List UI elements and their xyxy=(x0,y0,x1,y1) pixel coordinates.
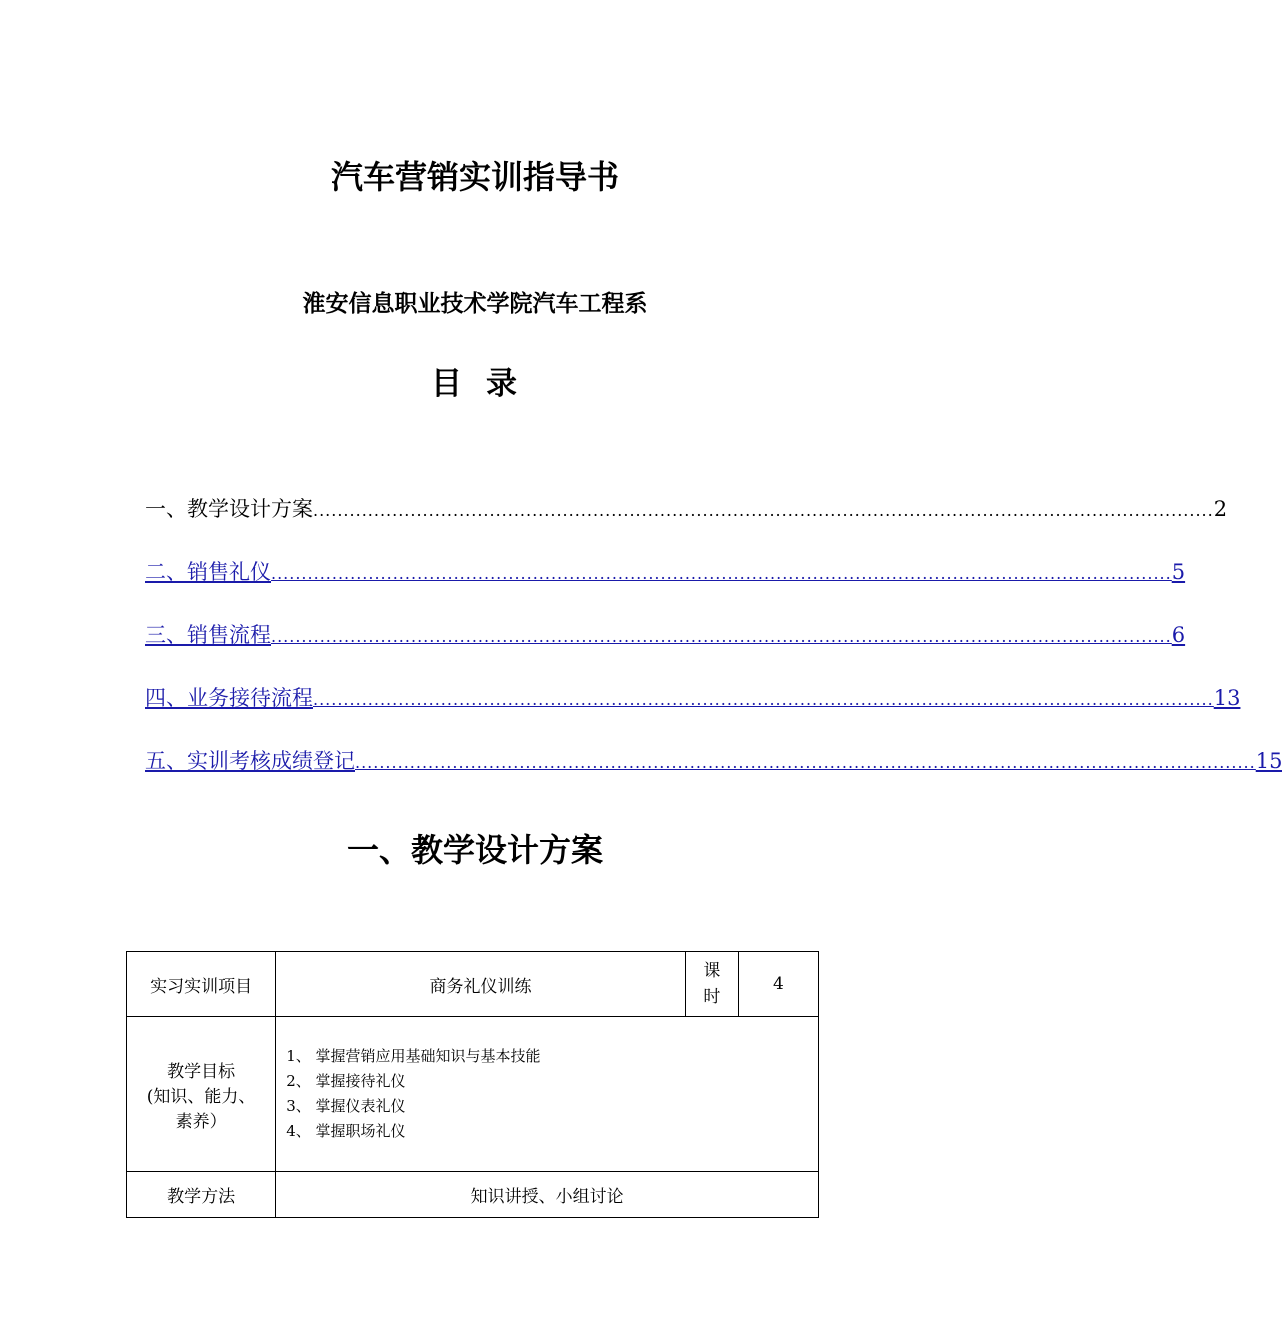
toc-leader-dots: .................................................................................................................................................... xyxy=(313,690,1214,709)
toc-heading xyxy=(0,358,950,403)
toc-leader-dots: .................................................................................................................................................... xyxy=(313,501,1214,520)
toc-heading-left: 目 xyxy=(431,366,464,402)
hours-value-cell: 4 xyxy=(738,952,818,1017)
toc-entry-4[interactable] xyxy=(145,682,1241,745)
toc-entry-page: 13 xyxy=(1213,686,1241,710)
table-row xyxy=(127,1017,819,1172)
toc-entry-3[interactable] xyxy=(145,619,1186,682)
toc-entry-page: 5 xyxy=(1171,560,1186,584)
department-subtitle: 淮安信息职业技术学院汽车工程系 xyxy=(302,291,648,317)
goal-label-line: 素养） xyxy=(175,1111,227,1132)
toc-entry-label: 一、教学设计方案 xyxy=(145,497,313,521)
section-heading: 一、教学设计方案 xyxy=(346,831,603,869)
goal-label-line: (知识、能力、 xyxy=(146,1086,256,1107)
toc-leader-dots: .................................................................................................................................................... xyxy=(271,564,1172,583)
teaching-design-table xyxy=(126,951,819,1218)
goal-label-cell xyxy=(127,1017,276,1172)
toc-entry-label: 四、业务接待流程 xyxy=(145,686,313,710)
goal-item: 1、 掌握营销应用基础知识与基本技能 xyxy=(286,1047,541,1065)
project-value-cell: 商务礼仪训练 xyxy=(276,952,686,1017)
toc-entry-2[interactable] xyxy=(145,556,1186,619)
toc-entry-5[interactable] xyxy=(145,745,1282,808)
toc-entry-label: 二、销售礼仪 xyxy=(145,560,271,584)
table-row xyxy=(127,952,819,1017)
method-label-cell: 教学方法 xyxy=(127,1172,276,1218)
table-of-contents xyxy=(145,493,1282,808)
table-row xyxy=(127,1172,819,1218)
toc-leader-dots: .................................................................................................................................................... xyxy=(355,753,1256,772)
toc-entry-page: 15 xyxy=(1255,749,1282,773)
method-value-cell: 知识讲授、小组讨论 xyxy=(276,1172,819,1218)
goal-item: 3、 掌握仪表礼仪 xyxy=(286,1097,406,1115)
toc-entry-label: 三、销售流程 xyxy=(145,623,271,647)
project-label-cell: 实习实训项目 xyxy=(127,952,276,1017)
toc-entry-page: 2 xyxy=(1213,497,1228,521)
toc-entry-label: 五、实训考核成绩登记 xyxy=(145,749,355,773)
toc-entry-page: 6 xyxy=(1171,623,1186,647)
goal-item: 4、 掌握职场礼仪 xyxy=(286,1122,406,1140)
document-title: 汽车营销实训指导书 xyxy=(330,158,619,196)
hours-label-line: 时 xyxy=(703,987,721,1007)
goal-item: 2、 掌握接待礼仪 xyxy=(286,1072,406,1090)
goal-label-line: 教学目标 xyxy=(167,1061,236,1082)
toc-entry-1[interactable] xyxy=(145,493,1228,556)
hours-label-cell xyxy=(685,952,738,1017)
goal-list-cell xyxy=(276,1017,819,1172)
toc-heading-right: 录 xyxy=(486,366,519,402)
hours-label-line: 课 xyxy=(703,961,721,981)
toc-leader-dots: .................................................................................................................................................... xyxy=(271,627,1172,646)
